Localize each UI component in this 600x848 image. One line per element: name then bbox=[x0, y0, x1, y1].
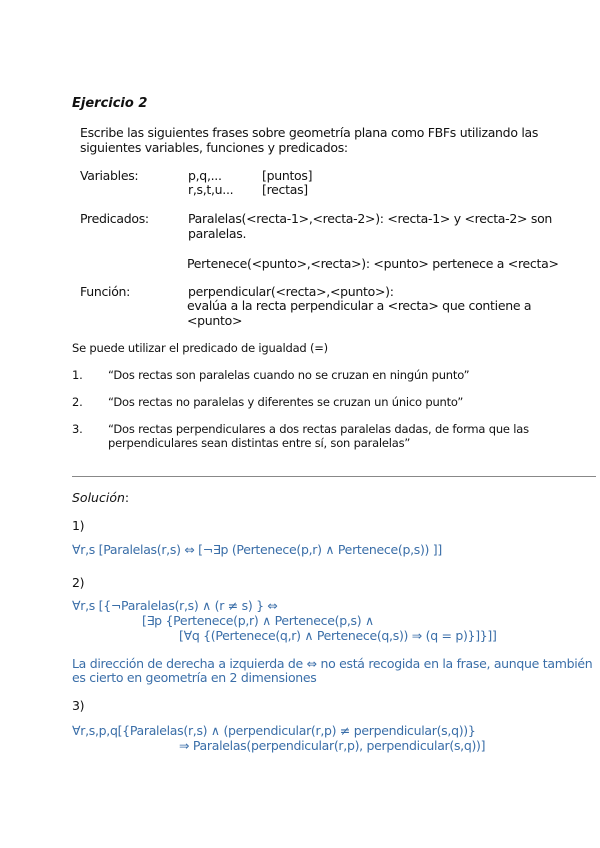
solution-1-formula: ∀r,s [Paralelas(r,s) ⇔ [¬∃p (Pertenece(p,r) ∧ Pertenece(p,s)) ]] bbox=[72, 542, 442, 557]
solution-3-line-2: ⇒ Paralelas(perpendicular(r,p), perpendicular(s,q))] bbox=[179, 738, 486, 753]
var-points-type: [puntos] bbox=[262, 168, 313, 183]
solution-heading bbox=[72, 490, 129, 505]
function-label: Función: bbox=[80, 284, 131, 299]
section-divider bbox=[72, 476, 596, 477]
solution-2-line-2: [∃p {Pertenece(p,r) ∧ Pertenece(p,s) ∧ bbox=[142, 613, 374, 628]
sentence-2-text: “Dos rectas no paralelas y diferentes se cruzan un único punto” bbox=[108, 395, 464, 409]
intro-line-1: Escribe las siguientes frases sobre geometría plana como FBFs utilizando las bbox=[80, 125, 539, 140]
func-line-3: <punto> bbox=[187, 313, 243, 328]
predicates-label: Predicados: bbox=[80, 211, 149, 226]
equality-note: Se puede utilizar el predicado de igualdad (=) bbox=[72, 341, 328, 355]
solution-2-line-1: ∀r,s [{¬Paralelas(r,s) ∧ (r ≠ s) } ⇔ bbox=[72, 598, 278, 613]
sentence-3-text-line-1: “Dos rectas perpendiculares a dos rectas paralelas dadas, de forma que las bbox=[108, 422, 529, 436]
solution-3-line-1: ∀r,s,p,q[{Paralelas(r,s) ∧ (perpendicular(r,p) ≠ perpendicular(s,q))} bbox=[72, 723, 476, 738]
pred-pertenece: Pertenece(<punto>,<recta>): <punto> pertenece a <recta> bbox=[187, 256, 559, 271]
solution-label-colon: : bbox=[124, 490, 130, 505]
solution-1-num: 1) bbox=[72, 518, 85, 533]
solution-2-num: 2) bbox=[72, 575, 85, 590]
exercise-title: Ejercicio 2 bbox=[72, 96, 148, 111]
solution-2-line-3: [∀q {(Pertenece(q,r) ∧ Pertenece(q,s)) ⇒ (q = p)}]}]] bbox=[179, 628, 497, 643]
variables-label: Variables: bbox=[80, 168, 139, 183]
pred-paralelas-line-1: Paralelas(<recta-1>,<recta-2>): <recta-1> y <recta-2> son bbox=[188, 211, 553, 226]
sentence-1-text: “Dos rectas son paralelas cuando no se cruzan en ningún punto” bbox=[108, 368, 470, 382]
sentence-3-text-line-2: perpendiculares sean distintas entre sí, son paralelas” bbox=[108, 436, 411, 450]
sentence-3-num: 3. bbox=[72, 422, 83, 436]
solution-2-note-line-1: La dirección de derecha a izquierda de ⇔ no está recogida en la frase, aunque también bbox=[72, 656, 593, 671]
solution-3-num: 3) bbox=[72, 698, 85, 713]
pred-paralelas-line-2: paralelas. bbox=[188, 226, 247, 241]
solution-label: Solución bbox=[72, 490, 125, 505]
func-line-2: evalúa a la recta perpendicular a <recta> que contiene a bbox=[187, 298, 532, 313]
var-lines-type: [rectas] bbox=[262, 182, 308, 197]
func-line-1: perpendicular(<recta>,<punto>): bbox=[188, 284, 394, 299]
sentence-1-num: 1. bbox=[72, 368, 83, 382]
intro-line-2: siguientes variables, funciones y predicados: bbox=[80, 140, 348, 155]
var-points: p,q,... bbox=[188, 168, 222, 183]
sentence-2-num: 2. bbox=[72, 395, 83, 409]
solution-2-note-line-2: es cierto en geometría en 2 dimensiones bbox=[72, 670, 317, 685]
var-lines: r,s,t,u... bbox=[188, 182, 234, 197]
